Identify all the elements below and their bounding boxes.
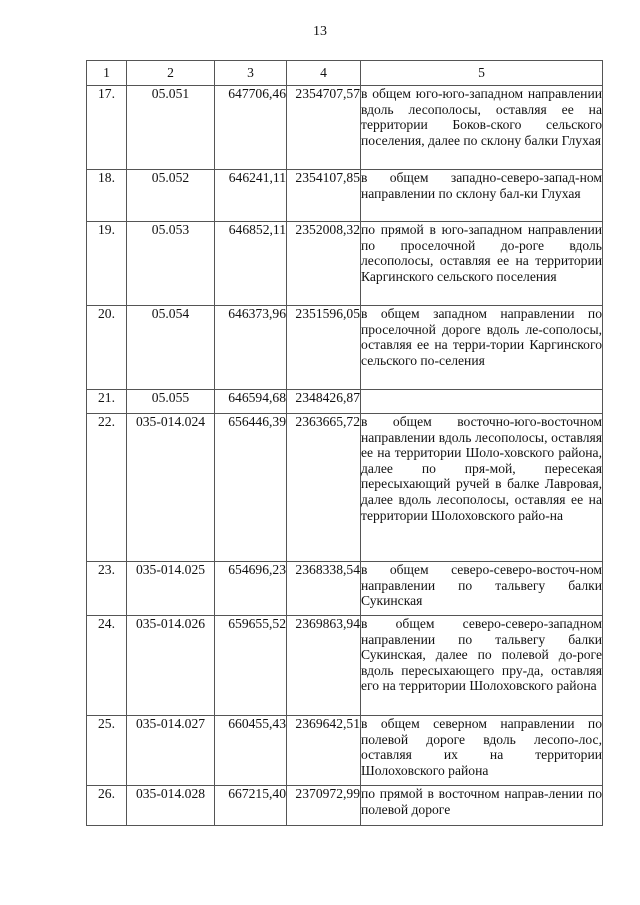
point-code: 035-014.027 bbox=[127, 716, 215, 786]
boundary-description: в общем юго-юго-западном направлении вдоль лесополосы, оставляя ее на территории Боков-ского сельского поселения, далее по склону балки Глухая bbox=[361, 86, 603, 170]
coordinate-x: 654696,23 bbox=[215, 562, 287, 616]
coordinate-y: 2352008,32 bbox=[287, 222, 361, 306]
boundary-description bbox=[361, 390, 603, 414]
table-row bbox=[87, 390, 603, 414]
row-number: 18. bbox=[87, 170, 127, 222]
row-number: 20. bbox=[87, 306, 127, 390]
row-number: 22. bbox=[87, 414, 127, 562]
table-row bbox=[87, 616, 603, 716]
boundary-description: в общем северо-северо-западном направлении по тальвегу балки Сукинская, далее по полевой до-роге вдоль пересыхающего пру-да, оставляя его на территории Шолоховского района bbox=[361, 616, 603, 716]
coordinate-x: 646241,11 bbox=[215, 170, 287, 222]
point-code: 035-014.026 bbox=[127, 616, 215, 716]
column-header: 3 bbox=[215, 61, 287, 86]
table-row bbox=[87, 222, 603, 306]
table-row bbox=[87, 306, 603, 390]
boundary-description: в общем северном направлении по полевой дороге вдоль лесопо-лос, оставляя их на территории Шолоховского района bbox=[361, 716, 603, 786]
column-header: 5 bbox=[361, 61, 603, 86]
row-number: 24. bbox=[87, 616, 127, 716]
coordinate-y: 2351596,05 bbox=[287, 306, 361, 390]
row-number: 23. bbox=[87, 562, 127, 616]
coordinate-y: 2354107,85 bbox=[287, 170, 361, 222]
coordinate-y: 2354707,57 bbox=[287, 86, 361, 170]
coordinate-x: 647706,46 bbox=[215, 86, 287, 170]
coordinate-x: 646594,68 bbox=[215, 390, 287, 414]
point-code: 05.051 bbox=[127, 86, 215, 170]
row-number: 26. bbox=[87, 786, 127, 826]
point-code: 035-014.024 bbox=[127, 414, 215, 562]
coordinate-y: 2368338,54 bbox=[287, 562, 361, 616]
point-code: 035-014.025 bbox=[127, 562, 215, 616]
boundary-description: в общем восточно-юго-восточном направлении вдоль лесополосы, оставляя ее на территории Шоло-ховского района, далее по пря-мой, пересекая пересыхающий ручей в балке Лавровая, далее вдоль лесополосы, оставляя ее на территории Шолоховского райо-на bbox=[361, 414, 603, 562]
point-code: 05.053 bbox=[127, 222, 215, 306]
coordinate-y: 2348426,87 bbox=[287, 390, 361, 414]
row-number: 25. bbox=[87, 716, 127, 786]
table-row bbox=[87, 716, 603, 786]
column-header: 2 bbox=[127, 61, 215, 86]
boundary-points-table bbox=[86, 60, 603, 826]
point-code: 05.055 bbox=[127, 390, 215, 414]
point-code: 05.052 bbox=[127, 170, 215, 222]
table-row bbox=[87, 562, 603, 616]
column-header: 4 bbox=[287, 61, 361, 86]
table-header-row bbox=[87, 61, 603, 86]
coordinate-x: 659655,52 bbox=[215, 616, 287, 716]
coordinate-y: 2369642,51 bbox=[287, 716, 361, 786]
row-number: 19. bbox=[87, 222, 127, 306]
coordinate-x: 660455,43 bbox=[215, 716, 287, 786]
point-code: 035-014.028 bbox=[127, 786, 215, 826]
coordinate-x: 656446,39 bbox=[215, 414, 287, 562]
table-row bbox=[87, 414, 603, 562]
table-row bbox=[87, 170, 603, 222]
coordinate-x: 646373,96 bbox=[215, 306, 287, 390]
boundary-description: в общем западном направлении по проселочной дороге вдоль ле-сополосы, оставляя ее на терри-тории Каргинского сельского по-селения bbox=[361, 306, 603, 390]
boundary-description: по прямой в юго-западном направлении по проселочной до-роге вдоль лесополосы, оставляя ее на территории Каргинского сельского поселения bbox=[361, 222, 603, 306]
coordinate-y: 2369863,94 bbox=[287, 616, 361, 716]
boundary-description: в общем западно-северо-запад-ном направлении по склону бал-ки Глухая bbox=[361, 170, 603, 222]
boundary-description: по прямой в восточном направ-лении по полевой дороге bbox=[361, 786, 603, 826]
table-row bbox=[87, 86, 603, 170]
coordinate-y: 2370972,99 bbox=[287, 786, 361, 826]
row-number: 21. bbox=[87, 390, 127, 414]
point-code: 05.054 bbox=[127, 306, 215, 390]
coordinate-x: 667215,40 bbox=[215, 786, 287, 826]
page-number: 13 bbox=[313, 24, 327, 39]
boundary-description: в общем северо-северо-восточ-ном направлении по тальвегу балки Сукинская bbox=[361, 562, 603, 616]
row-number: 17. bbox=[87, 86, 127, 170]
coordinate-y: 2363665,72 bbox=[287, 414, 361, 562]
table-row bbox=[87, 786, 603, 826]
coordinate-x: 646852,11 bbox=[215, 222, 287, 306]
column-header: 1 bbox=[87, 61, 127, 86]
